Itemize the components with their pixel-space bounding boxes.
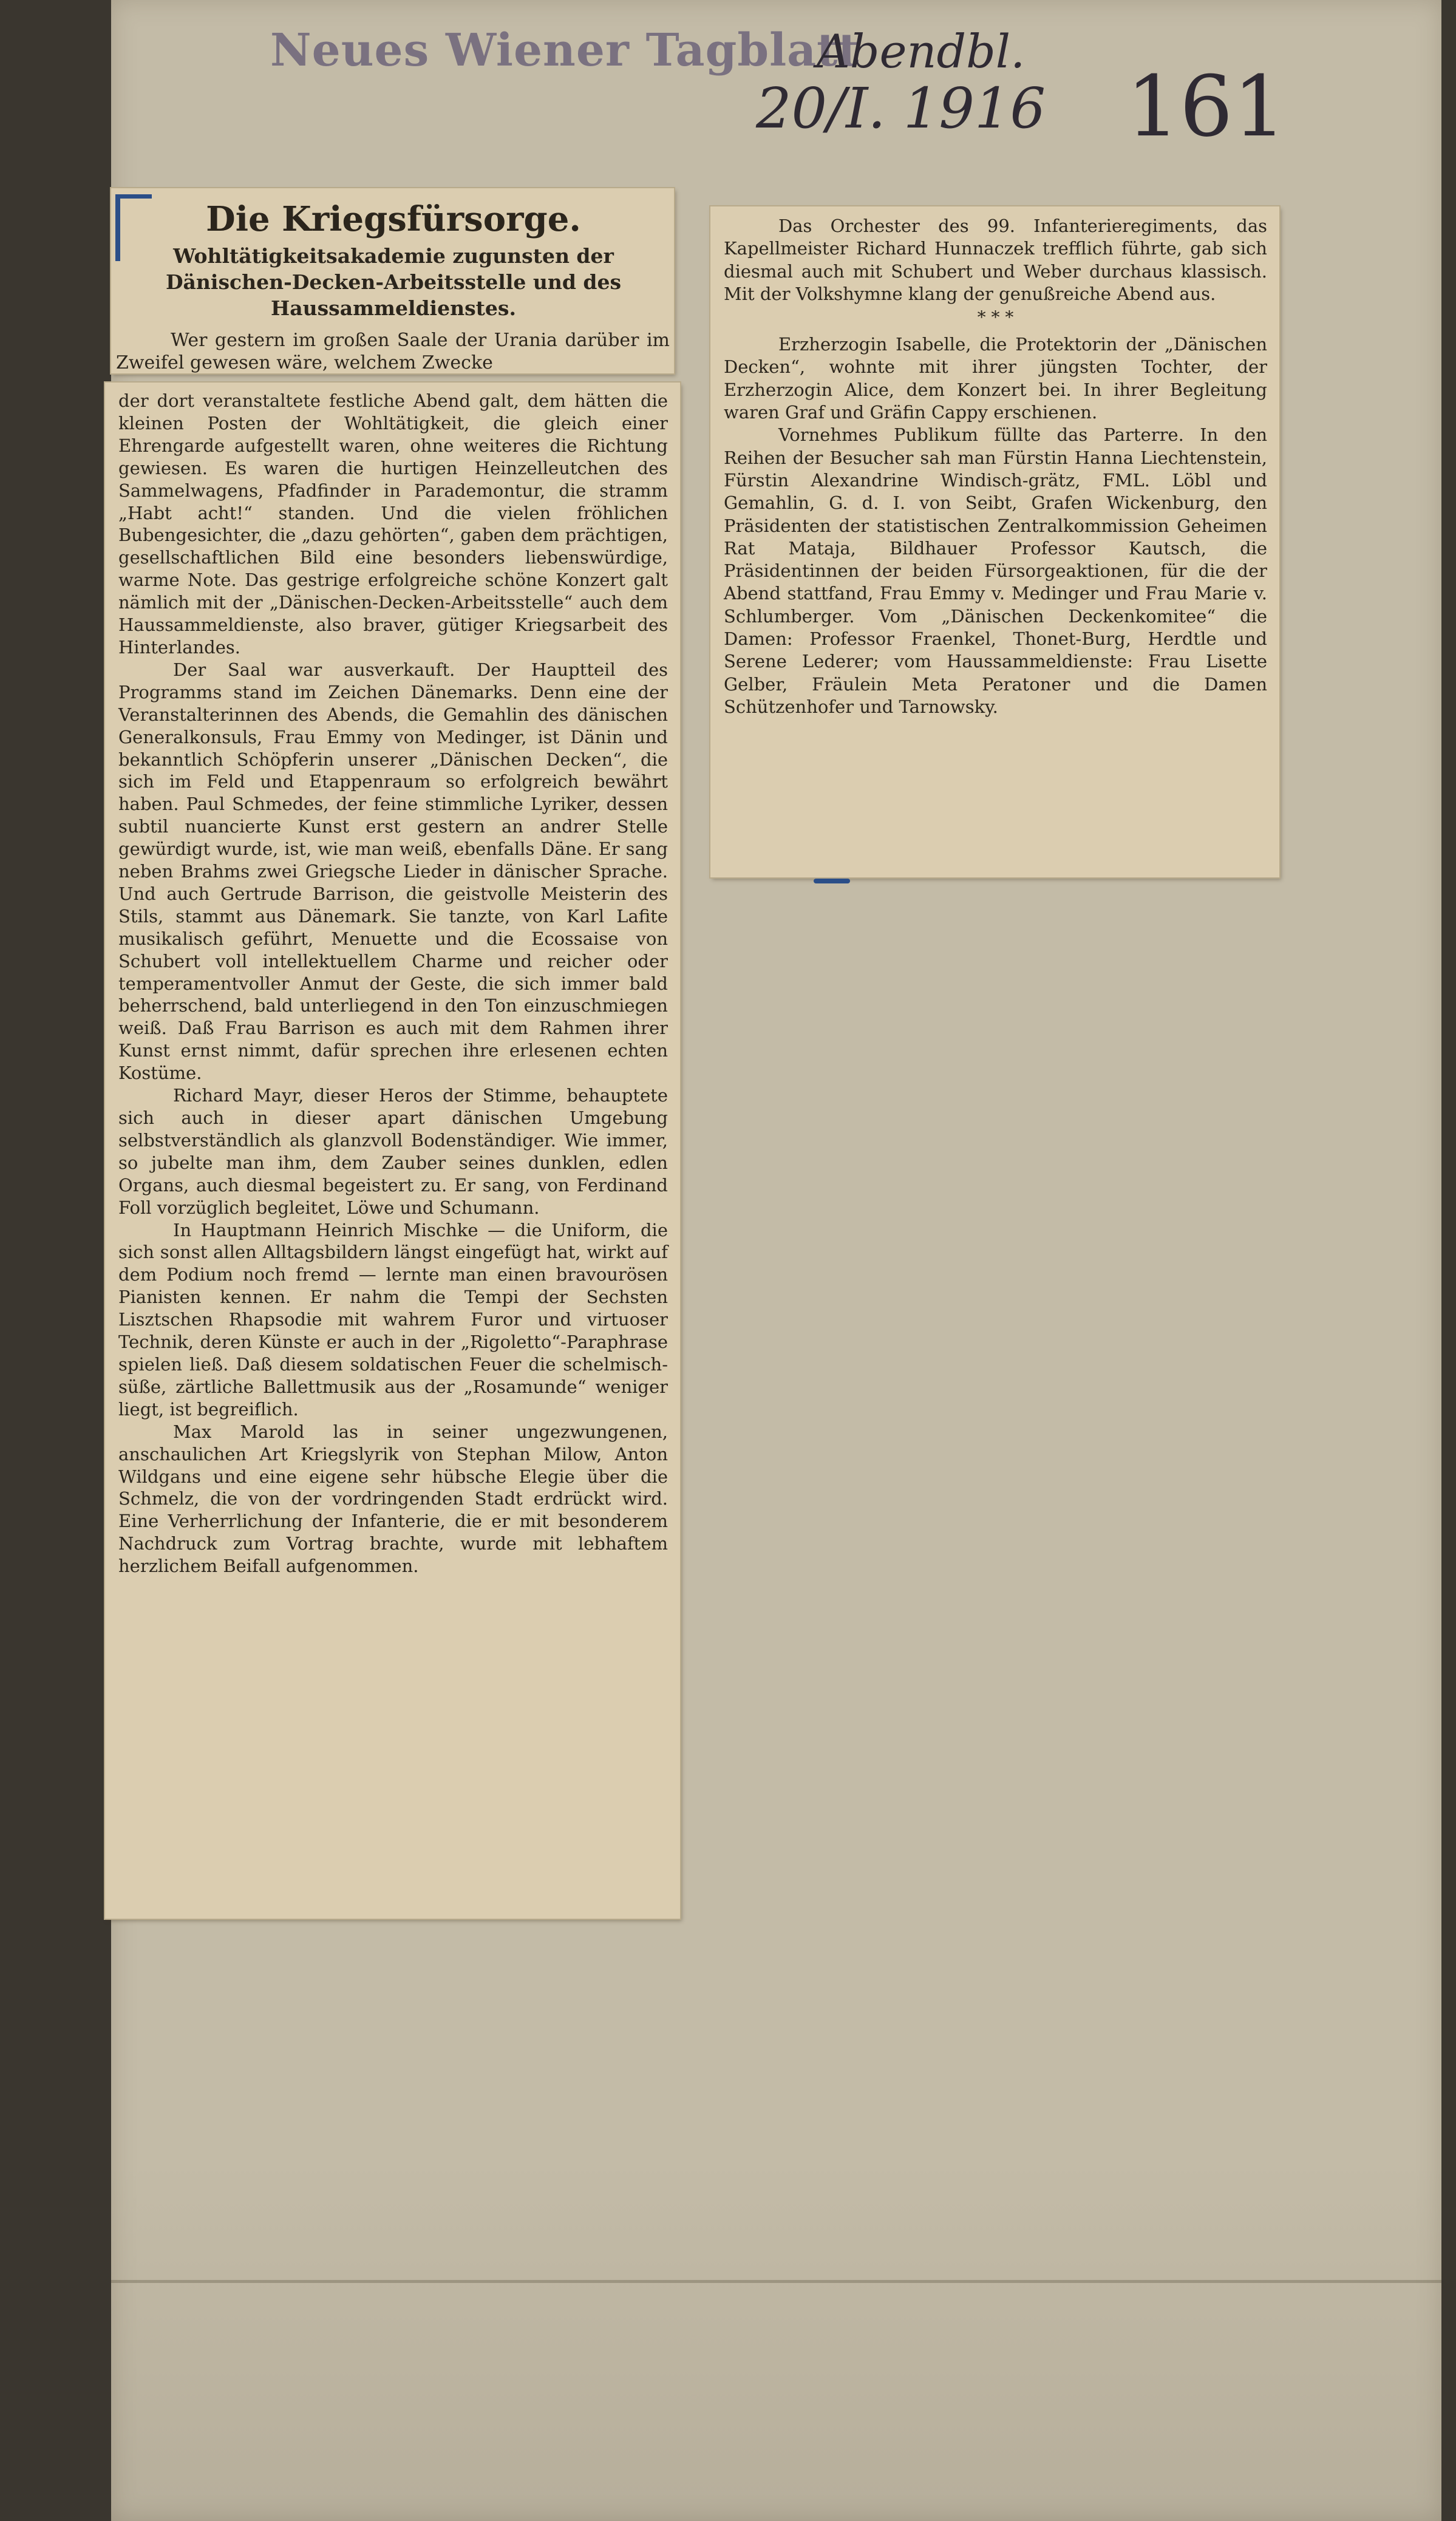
paper-fold [111,2280,1441,2283]
article-subheadline: Wohltätigkeitsakademie zugunsten der Dänischen-Decken-Arbeitsstelle und des Haussammeldienstes. [165,244,622,320]
handwritten-number: 161 [1126,58,1287,155]
article-lead [116,329,670,374]
paragraph: der dort veranstaltete festliche Abend galt, dem hätten die kleinen Posten der Wohltätigkeit, die gleich einer Ehrengarde aufgestellt waren, ohne weiteres die Richtung gewiesen. Es waren die hurtigen Heinzelleutchen des Sammelwagens, Pfadfinder in Parademontur, die stramm „Habt acht!“ standen. Und die vielen fröhlichen Bubengesichter, die „dazu gehörten“, gaben dem prächtigen, gesellschaftlichen Bild eine besonders liebenswürdige, warme Note. Das gestrige erfolgreiche schöne Konzert galt nämlich mit der „Dänischen-Decken-Arbeitsstelle“ auch dem Haussammeldienste, also braver, gütiger Kriegsarbeit des Hinterlandes. [118,390,668,658]
clipping-right-column [710,206,1279,877]
paragraph: Erzherzogin Isabelle, die Protektorin der „Dänischen Decken“, wohnte mit ihrer jüngsten Tochter, der Erzherzogin Alice, dem Konzert bei. In ihrer Begleitung waren Graf und Gräfin Cappy erschienen. [724,334,1267,423]
clipping-headline [111,188,674,373]
paragraph: Max Marold las in seiner ungezwungenen, anschaulichen Art Kriegslyrik von Stephan Milow, Anton Wildgans und eine eigene sehr hübsche Elegie über die Schmelz, die von der vordringenden Stadt erdrückt wird. Eine Verherrlichung der Infanterie, die er mit besonderem Nachdruck zum Vortrag brachte, wurde mit lebhaftem herzlichem Beifall aufgenommen. [118,1421,668,1577]
left-column-text [118,390,668,1577]
article-headline: Die Kriegsfürsorge. [206,199,581,239]
blue-pencil-mark [814,879,850,883]
paragraph: Vornehmes Publikum füllte das Parterre. In den Reihen der Besucher sah man Fürstin Hanna Liechtenstein, Fürstin Alexandrine Windisch-grätz, FML. Löbl und Gemahlin, G. d. I. von Seibt, Grafen Wickenburg, den Präsidenten der statistischen Zentralkommission Geheimen Rat Mataja, Bildhauer Professor Kautsch, die Präsidentinnen der beiden Fürsorgeaktionen, für die der Abend stattfand, Frau Emmy v. Medinger und Frau Marie v. Schlumberger. Vom „Dänischen Deckenkomitee“ die Damen: Professor Fraenkel, Thonet-Burg, Herdtle und Serene Lederer; vom Haussammeldienste: Frau Lisette Gelber, Fräulein Meta Peratoner und die Damen Schützenhofer und Tarnowsky. [724,424,1267,717]
paragraph: Richard Mayr, dieser Heros der Stimme, behauptete sich auch in dieser apart dänischen Umgebung selbstverständlich als glanzvoll Bodenständiger. Wie immer, so jubelte man ihm, dem Zauber seines dunklen, edlen Organs, auch diesmal begeistert zu. Er sang, von Ferdinand Foll vorzüglich begleitet, Löwe und Schumann. [118,1085,668,1218]
blue-pencil-mark [115,194,152,199]
paragraph: Das Orchester des 99. Infanterieregiments, das Kapellmeister Richard Hunnaczek trefflich führte, gab sich diesmal auch mit Schubert und Weber durchaus klassisch. Mit der Volkshymne klang der genußreiche Abend aus. [724,216,1267,304]
paragraph: Der Saal war ausverkauft. Der Hauptteil des Programms stand im Zeichen Dänemarks. Denn eine der Veranstalterinnen des Abends, die Gemahlin des dänischen Generalkonsuls, Frau Emmy von Medinger, ist Dänin und bekanntlich Schöpferin unserer „Dänischen Decken“, die sich im Feld und Etappenraum so erfolgreich bewährt haben. Paul Schmedes, der feine stimmliche Lyriker, dessen subtil nuancierte Kunst erst gestern an andrer Stelle gewürdigt wurde, ist, wie man weiß, ebenfalls Däne. Er sang neben Brahms zwei Griegsche Lieder in dänischer Sprache. Und auch Gertrude Barrison, die geistvolle Meisterin des Stils, stammt aus Dänemark. Sie tanzte, von Karl Lafite musikalisch geführt, Menuette und die Ecossaise von Schubert voll intellektuellem Charme und reicher oder temperamentvoller Anmut der Geste, die sich immer bald beherrschend, bald unterliegend in den Ton einzuschmiegen weiß. Daß Frau Barrison es auch mit dem Rahmen ihrer Kunst ernst nimmt, dafür sprechen ihre erlesenen echten Kostüme. [118,659,668,1084]
handwritten-date: 20/I. 1916 [756,76,1046,141]
newspaper-masthead: Neues Wiener Tagblatt [270,24,860,77]
section-separator: * * * [977,307,1014,328]
handwritten-edition: Abendbl. [817,24,1026,78]
blue-pencil-mark [115,194,120,261]
right-column-text [724,215,1267,718]
lead-paragraph: Wer gestern im großen Saale der Urania darüber im Zweifel gewesen wäre, welchem Zwecke [116,330,670,373]
clipping-left-column [105,383,680,1919]
paragraph: In Hauptmann Heinrich Mischke — die Uniform, die sich sonst allen Alltagsbildern längst eingefügt hat, wirkt auf dem Podium noch fremd — lernte man einen bravourösen Pianisten kennen. Er nahm die Tempi der Sechsten Lisztschen Rhapsodie mit wahrem Furor und virtuoser Technik, deren Künste er auch in der „Rigoletto“-Paraphrase spielen ließ. Daß diesem soldatischen Feuer die schelmisch-süße, zärtliche Ballettmusik aus der „Rosamunde“ weniger liegt, ist begreiflich. [118,1219,668,1420]
